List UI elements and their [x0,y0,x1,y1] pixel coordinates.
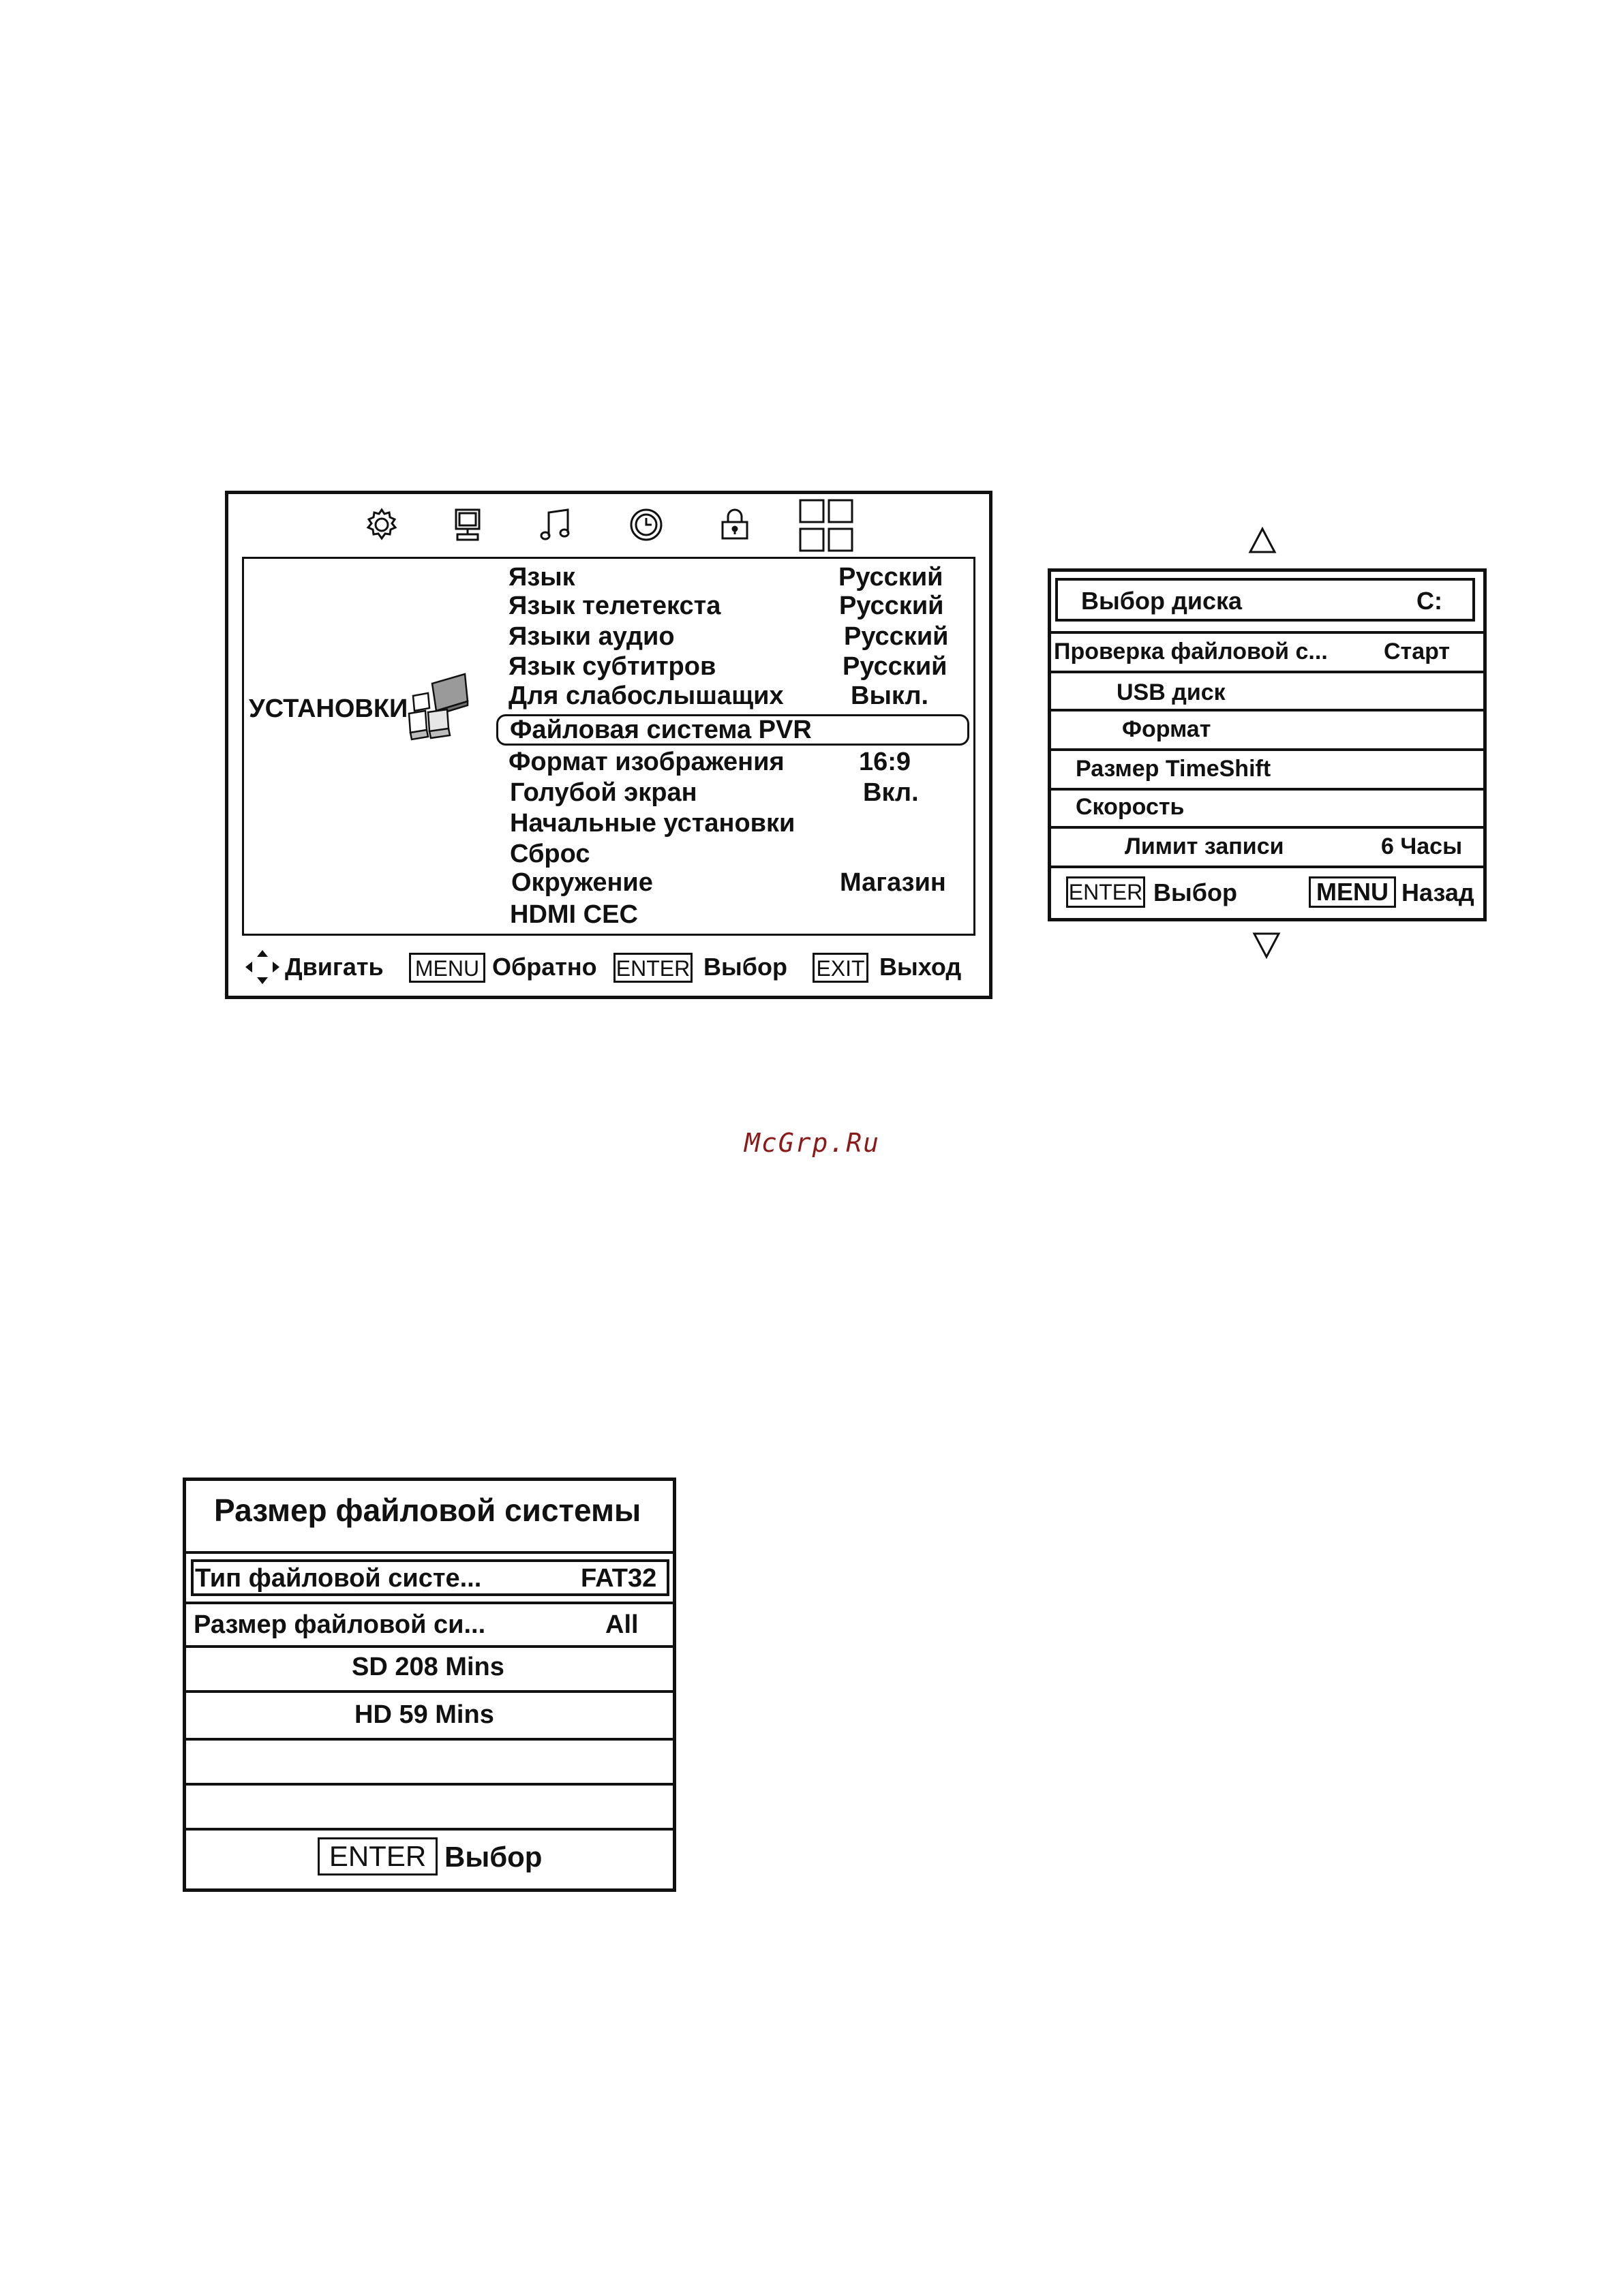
menu-item-language[interactable]: Язык [509,563,575,592]
menu-value-teletext-language: Русский [839,592,944,620]
menu-item-environment[interactable]: Окружение [511,868,653,897]
menu-item-aspect-ratio[interactable]: Формат изображения [509,748,785,776]
menu-back-label: Обратно [492,953,597,981]
disk-title: Выбор диска [1081,587,1243,615]
clock-icon[interactable] [626,504,667,545]
disk-row-usb-disk[interactable]: USB диск [1117,679,1226,705]
fs-enter-label: Выбор [444,1841,543,1873]
divider [1048,826,1487,829]
disk-row-timeshift-size[interactable]: Размер TimeShift [1076,756,1271,782]
menu-value-blue-screen: Вкл. [863,778,919,807]
menu-value-hearing-impaired: Выкл. [851,682,929,710]
disk-row-record-limit[interactable]: Лимит записи [1125,833,1284,859]
menu-value-audio-language: Русский [844,622,949,651]
exit-key[interactable]: EXIT [813,953,868,983]
monitor-icon[interactable] [448,504,489,545]
menu-value-language: Русский [838,563,943,592]
move-arrows-icon [244,949,281,985]
disk-title-value: C: [1416,587,1442,615]
disk-row-format[interactable]: Формат [1122,716,1211,742]
menu-item-teletext-language[interactable]: Язык телетекста [509,592,721,620]
menu-key[interactable]: MENU [409,953,485,983]
enter-select-label: Выбор [703,953,787,981]
exit-label: Выход [879,953,962,981]
divider [1048,709,1487,711]
music-icon[interactable] [536,504,577,545]
disk-enter-key[interactable]: ENTER [1066,876,1145,908]
divider [183,1783,676,1786]
menu-value-subtitle-language: Русский [843,652,947,681]
menu-item-blue-screen[interactable]: Голубой экран [510,778,697,807]
disk-row-filesystem-check[interactable]: Проверка файловой с... [1054,639,1328,664]
divider [183,1645,676,1648]
hd-info: HD 59 Mins [354,1700,494,1729]
menu-value-aspect-ratio: 16:9 [859,748,911,776]
fs-type-value: FAT32 [581,1564,657,1593]
scroll-up-icon[interactable] [1247,526,1277,556]
fs-size-value: All [605,1610,639,1639]
divider [183,1551,676,1554]
menu-item-subtitle-language[interactable]: Язык субтитров [509,652,716,681]
disk-enter-label: Выбор [1153,878,1237,906]
divider [183,1828,676,1831]
fs-type-label: Тип файловой систе... [195,1564,482,1593]
menu-item-pvr-file-system[interactable]: Файловая система PVR [510,716,812,744]
scroll-down-icon[interactable] [1252,930,1281,960]
watermark: McGrp.Ru [744,1128,881,1158]
menu-item-audio-language[interactable]: Языки аудио [509,622,675,651]
divider [1048,631,1487,634]
category-label: УСТАНОВКИ [249,694,408,723]
divider [1048,866,1487,868]
divider [183,1738,676,1741]
gear-icon[interactable] [361,504,402,545]
sd-info: SD 208 Mins [352,1653,504,1681]
move-label: Двигать [285,953,384,981]
menu-item-hdmi-cec[interactable]: HDMI CEC [510,900,638,929]
menu-value-environment: Магазин [840,868,946,897]
lock-icon[interactable] [714,504,755,545]
fs-size-row[interactable]: Размер файловой си... [194,1610,486,1639]
settings-category-icon [405,671,473,746]
disk-back-label: Назад [1401,878,1474,906]
fs-enter-key[interactable]: ENTER [318,1837,438,1876]
divider [183,1690,676,1693]
divider [1048,671,1487,673]
menu-item-reset[interactable]: Сброс [510,840,590,868]
enter-key[interactable]: ENTER [613,953,693,983]
disk-menu-key[interactable]: MENU [1309,876,1396,908]
fs-size-title: Размер файловой системы [214,1493,641,1528]
divider [183,1602,676,1604]
disk-row-speed[interactable]: Скорость [1076,794,1185,820]
divider [1048,788,1487,791]
menu-item-hearing-impaired[interactable]: Для слабослышащих [509,682,784,710]
disk-row-record-limit-value: 6 Часы [1381,833,1463,859]
grid-icon[interactable] [798,498,855,555]
divider [1048,748,1487,751]
menu-item-first-time-setup[interactable]: Начальные установки [510,809,795,838]
disk-row-filesystem-check-value: Старт [1384,639,1451,664]
